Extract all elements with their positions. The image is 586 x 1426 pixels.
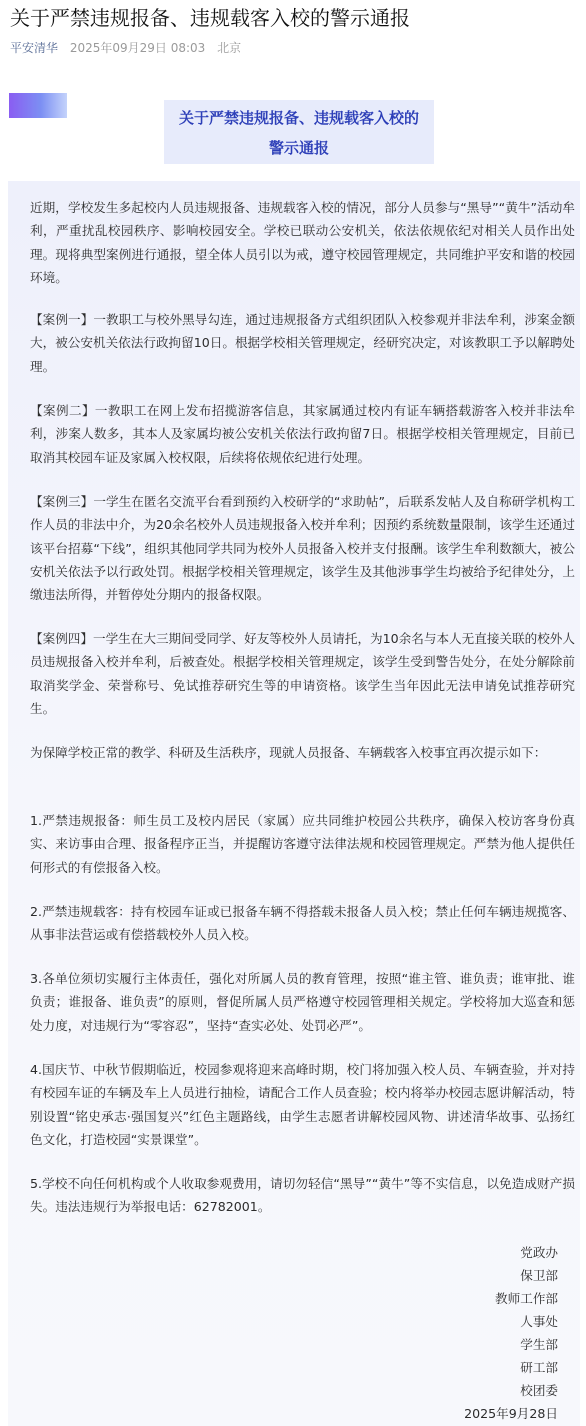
signature-unit: 教师工作部 xyxy=(495,1291,558,1306)
decorative-accent-bar xyxy=(9,93,67,118)
case-paragraph-1: 【案例一】一教职工与校外黑导勾连，通过违规报备方式组织团队入校参观并非法牟利，涉案金额大，被公安机关依法行政拘留10日。根据学校相关管理规定，经研究决定，对该教职工予以解聘处理。 xyxy=(30,312,575,374)
case-paragraph-3: 【案例三】一学生在匿名交流平台看到预约入校研学的“求助帖”，后联系发帖人及自称研学机构工作人员的非法中介，为20余名校外人员违规报备入校并牟利；因预约系统数量限制，该学生还通过该平台招募“下线”，组织其他同学共同为校外人员报备入校并支付报酬。该学生牟利数额大，被公安机关依法予以行政处罚。根据学校相关管理规定，该学生及其他涉事学生均被给予纪律处分，上缴违法所得，并暂停处分期内的报备权限。 xyxy=(30,494,575,603)
notice-content-box xyxy=(8,181,580,1426)
reminder-intro-paragraph: 为保障学校正常的教学、科研及生活秩序，现就人员报备、车辆载客入校事宜再次提示如下： xyxy=(30,745,547,760)
notice-title-banner xyxy=(164,100,434,164)
intro-paragraph: 近期，学校发生多起校内人员违规报备、违规载客入校的情况，部分人员参与“黑导”“黄牛”活动牟利，严重扰乱校园秩序、影响校园安全。学校已联动公安机关，依法依规依纪对相关人员作出处理。现将典型案例进行通报，望全体人员引以为戒，遵守校园管理规定，共同维护平安和谐的校园环境。 xyxy=(30,200,575,285)
reminder-item-5: 5.学校不向任何机构或个人收取参观费用，请切勿轻信“黑导”“黄牛”等不实信息，以免造成财产损失。违法违规行为举报电话：62782001。 xyxy=(30,1176,575,1215)
reminder-item-1: 1.严禁违规报备：师生员工及校内居民（家属）应共同维护校园公共秩序，确保入校访客身份真实、来访事由合理、报备程序正当，并提醒访客遵守法律法规和校园管理规定。严禁为他人提供任何形式的有偿报备入校。 xyxy=(30,813,575,875)
case-paragraph-2: 【案例二】一教职工在网上发布招揽游客信息，其家属通过校内有证车辆搭载游客入校并非法牟利，涉案人数多，其本人及家属均被公安机关依法行政拘留7日。根据学校相关管理规定，目前已取消其校园车证及家属入校权限，后续将依规依纪进行处理。 xyxy=(30,403,575,465)
signature-unit: 研工部 xyxy=(520,1360,558,1375)
publish-datetime: 2025年09月29日 08:03 xyxy=(69,41,206,55)
reminder-item-2: 2.严禁违规载客：持有校园车证或已报备车辆不得搭载未报备人员入校；禁止任何车辆违规揽客、从事非法营运或有偿搭载校外人员入校。 xyxy=(30,904,575,943)
case-paragraph-4: 【案例四】一学生在大三期间受同学、好友等校外人员请托，为10余名与本人无直接关联的校外人员违规报备入校并牟利，后被查处。根据学校相关管理规定，该学生受到警告处分，在处分解除前取消奖学金、荣誉称号、免试推荐研究生等的申请资格。该学生当年因此无法申请免试推荐研究生。 xyxy=(30,631,575,716)
signature-date: 2025年9月28日 xyxy=(464,1406,558,1421)
signature-unit: 校团委 xyxy=(520,1383,558,1398)
article-title: 关于严禁违规报备、违规载客入校的警示通报 xyxy=(10,6,410,30)
banner-title-line-1: 关于严禁违规报备、违规载客入校的 xyxy=(178,109,419,127)
reminder-item-3: 3.各单位须切实履行主体责任，强化对所属人员的教育管理，按照“谁主管、谁负责；谁审批、谁负责；谁报备、谁负责”的原则，督促所属人员严格遵守校园管理相关规定。学校将加大巡查和惩处力度，对违规行为“零容忍”，坚持“查实必处、处罚必严”。 xyxy=(30,971,575,1033)
article-meta xyxy=(10,40,249,56)
account-name-link[interactable]: 平安清华 xyxy=(10,41,59,55)
signature-unit: 人事处 xyxy=(520,1314,558,1329)
signature-unit: 党政办 xyxy=(520,1245,558,1260)
signature-unit: 保卫部 xyxy=(520,1268,558,1283)
publish-location: 北京 xyxy=(217,41,242,55)
banner-title-line-2: 警示通报 xyxy=(268,139,329,157)
reminder-item-4: 4.国庆节、中秋节假期临近，校园参观将迎来高峰时期，校门将加强入校人员、车辆查验，并对持有校园车证的车辆及车上人员进行抽检，请配合工作人员查验；校内将举办校园志愿讲解活动，特别设置“铭史承志·强国复兴”红色主题路线，由学生志愿者讲解校园风物、讲述清华故事、弘扬红色文化，打造校园“实景课堂”。 xyxy=(30,1062,575,1147)
signature-unit: 学生部 xyxy=(520,1337,558,1352)
